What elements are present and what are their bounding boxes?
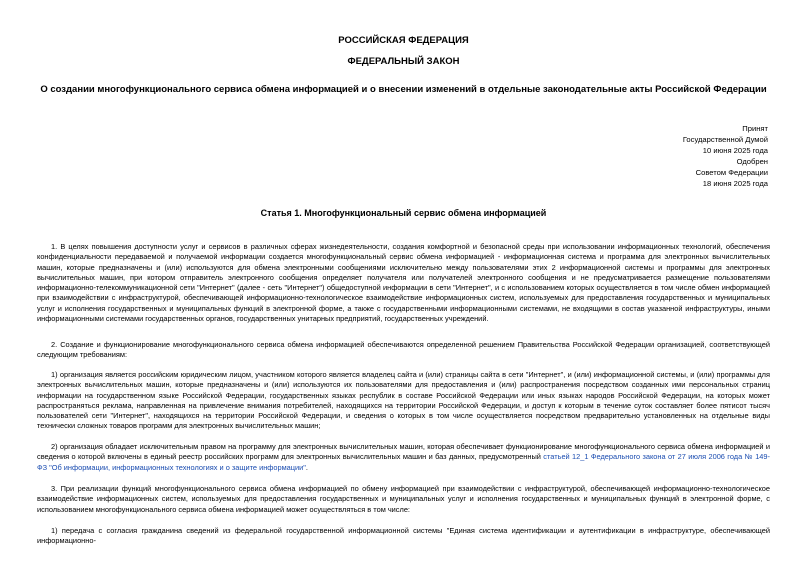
- paragraph-end: .: [305, 462, 308, 472]
- adoption-date: 10 июня 2025 года: [702, 146, 768, 155]
- law-title: О создании многофункционального сервиса обмена информацией и о внесении изменений в отдельные законодательные акты Российской Федерации: [40, 84, 767, 95]
- paragraph-text: 2) организация обладает исключительным правом на программу для электронных вычислительных машин, которая обеспечивает функционирование многофункционального сервиса обмена информацией и сведения о которой включены в единый реестр российских программ для электронных вычислительных машин и баз данных, предусмотренный: [37, 442, 770, 462]
- approval-date: 18 июня 2025 года: [702, 179, 768, 188]
- approval-line: Советом Федерации: [695, 168, 768, 177]
- adoption-line: Государственной Думой: [682, 135, 768, 144]
- doc-type-heading: ФЕДЕРАЛЬНЫЙ ЗАКОН: [347, 56, 460, 67]
- approval-line: Одобрен: [736, 157, 768, 166]
- paragraph: 1. В целях повышения доступности услуг и сервисов в различных сферах жизнедеятельности, создания комфортной и безопасной среды при использовании информационных технологий, обеспечения конфиденциальности передаваемой и получаемой информации создается многофункциональный сервис обмена информацией - информационная система и программа для электронных вычислительных машин, которые предназначены и (или) используются для обмена электронными сообщениями исключительно между пользователями этих 2 информационной системы и программы для электронных вычислительных машин, при котором отправитель электронного сообщения определяет получателя или получателей электронного сообщения и не предусматривается размещение пользователями информационно-телекоммуникационной сети "Интернет" (далее - сеть "Интернет") общедоступной информации в сети "Интернет", и с использованием которых осуществляется в том числе обмен информацией при взаимодействии с инфраструктурой, обеспечивающей информационно-технологическое взаимодействие информационных систем, используемых для предоставления государственных и муниципальных услуг и исполнения государственных и муниципальных функций в электронной форме, а также с государственными информационными системами, не входящими в состав указанной инфраструктуры, иными информационными системами государственных органов, государственных унитарных предприятий, государственных учреждений.: [37, 242, 770, 324]
- paragraph: 2. Создание и функционирование многофункционального сервиса обмена информацией обеспечиваются определенной решением Правительства Российской Федерации организацией, соответствующей следующим требованиям:: [37, 340, 770, 360]
- article-heading: Статья 1. Многофункциональный сервис обмена информацией: [260, 208, 547, 218]
- adoption-line: Принят: [742, 124, 768, 133]
- paragraph: [37, 442, 770, 473]
- adoption-block: [683, 123, 768, 189]
- paragraph: 1) передача с согласия гражданина сведений из федеральной государственной информационной системы "Единая система идентификации и аутентификации в инфраструктуре, обеспечивающей информационно-: [37, 526, 770, 546]
- law-reference-link[interactable]: статьей 12_1 Федерального закона от 27 июля 2006 года № 149-ФЗ "Об информации, информационных технологиях и о защите информации": [37, 452, 770, 472]
- paragraph: 1) организация является российским юридическим лицом, участником которого является владелец сайта и (или) страницы сайта в сети "Интернет", и (или) информационной системы, и (или) программы для электронных вычислительных машин, которые предназначены и (или) используются их пользователями для предоставления и (или) распространения посредством созданных ими персональных страниц информации на государственном языке Российской Федерации, государственных языках республик в составе Российской Федерации или иных языках народов Российской Федерации, на которых может распространяться реклама, направленная на привлечение внимания потребителей, находящихся на территории Российской Федерации, и доступ к которым в течение суток составляет более пятисот тысяч пользователей сети "Интернет", находящихся на территории Российской Федерации, и сведения о которых в том числе осуществляется посредством предварительно установленных на отдельные виды технически сложных товаров программ для электронных вычислительных машин;: [37, 370, 770, 431]
- paragraph: 3. При реализации функций многофункционального сервиса обмена информацией по обмену информацией при взаимодействии с инфраструктурой, обеспечивающей информационно-технологическое взаимодействие информационных систем, используемых для предоставления государственных и муниципальных услуг и исполнения государственных и муниципальных функций в электронной форме, с использованием многофункционального сервиса обмена информацией может осуществляться в том числе:: [37, 484, 770, 514]
- country-heading: РОССИЙСКАЯ ФЕДЕРАЦИЯ: [338, 35, 469, 46]
